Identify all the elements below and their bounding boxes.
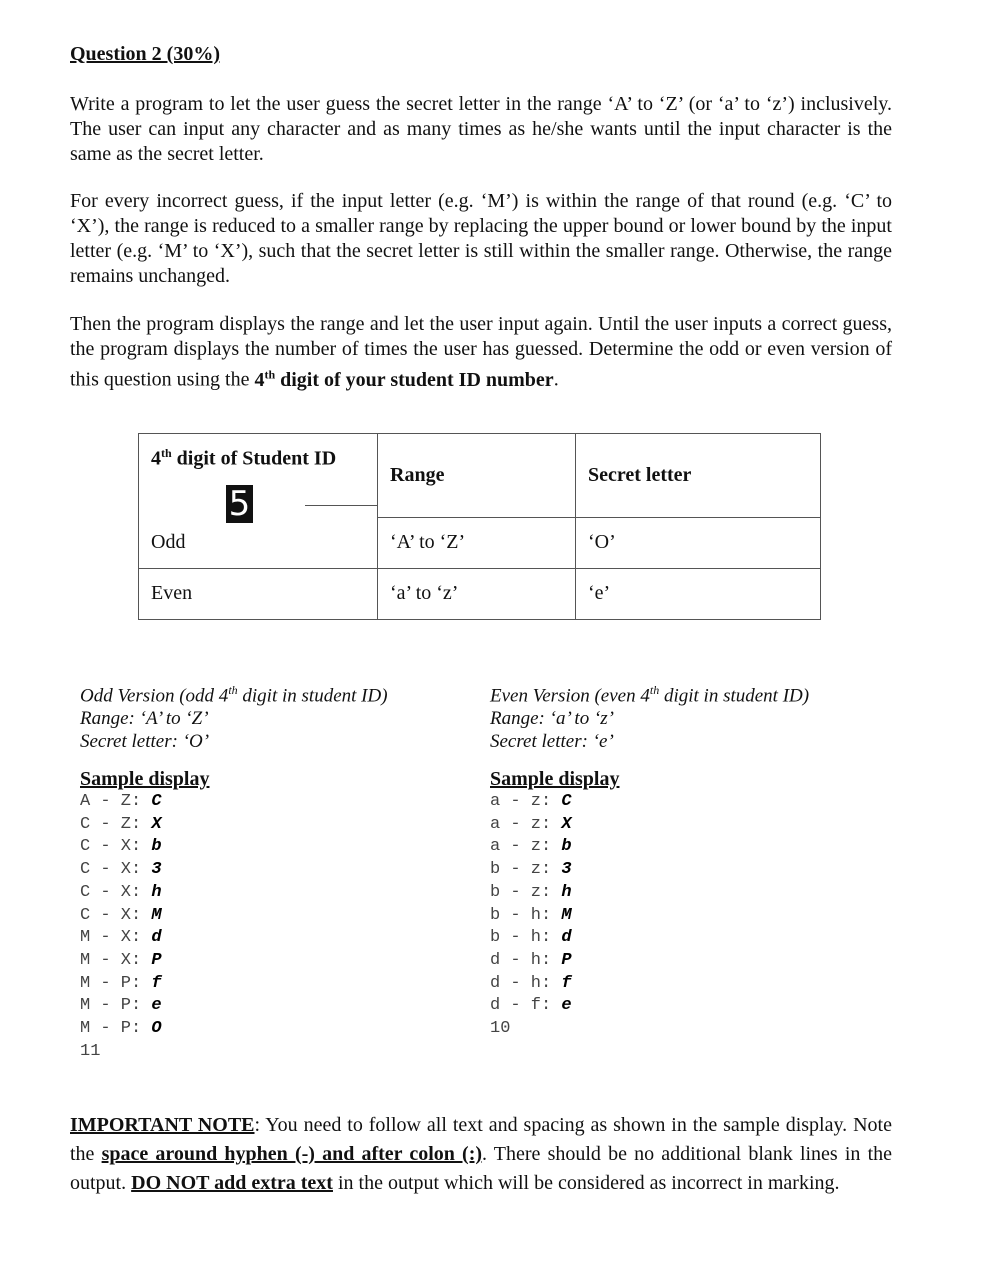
range-text: C - X: (80, 905, 152, 925)
user-input: 3 (151, 860, 162, 880)
odd-sample (80, 768, 209, 1063)
output-line (490, 836, 619, 859)
table-row (139, 568, 821, 619)
range-text: A - Z: (80, 792, 152, 811)
user-input: f (561, 973, 572, 993)
range-text: M - X: (80, 928, 152, 948)
user-input: h (151, 882, 162, 902)
odd-range: Range: ‘A’ to ‘Z’ (80, 708, 209, 730)
cell-secret: ‘e’ (576, 568, 821, 619)
output-line (80, 905, 209, 928)
odd-heading: Odd Version (odd 4th digit in student ID) (80, 683, 388, 707)
range-text: M - P: (80, 996, 152, 1016)
cell-range: ‘A’ to ‘Z’ (378, 517, 576, 568)
range-text: b - h: (490, 928, 562, 948)
output-line (80, 927, 209, 950)
range-text: a - z: (490, 837, 562, 857)
user-input: O (151, 1019, 162, 1039)
user-input: C (151, 792, 162, 811)
important-note: IMPORTANT NOTE: You need to follow all text and spacing as shown in the sample display. Note the space around hyphen (-) and after colon (:). There should be no additional blank lines in the output. DO NOT add extra text in the output which will be considered as incorrect in marking. (70, 1114, 893, 1194)
user-input: b (561, 837, 572, 857)
question-title: Question 2 (30%) (70, 43, 220, 65)
output-line (80, 791, 209, 814)
output-line (80, 973, 209, 996)
user-input: X (561, 814, 572, 834)
user-input: X (151, 814, 162, 834)
output-line (490, 882, 619, 905)
user-input: C (561, 792, 572, 811)
user-input: 3 (561, 860, 572, 880)
user-input: e (561, 996, 572, 1016)
guess-count: 11 (80, 1041, 101, 1061)
user-input: M (561, 905, 572, 925)
cell-secret: ‘O’ (576, 517, 821, 568)
output-line (490, 927, 619, 950)
output-line (490, 791, 619, 814)
range-text: d - h: (490, 950, 562, 970)
handwritten-digit: 5 (226, 485, 253, 523)
cell-range: ‘a’ to ‘z’ (378, 568, 576, 619)
output-line (80, 836, 209, 859)
even-secret: Secret letter: ‘e’ (490, 731, 614, 753)
output-line (80, 995, 209, 1018)
range-text: d - f: (490, 996, 562, 1016)
output-line (490, 995, 619, 1018)
header-range: Range (378, 434, 576, 518)
range-text: C - X: (80, 860, 152, 880)
range-text: M - P: (80, 973, 152, 993)
output-line (80, 950, 209, 973)
sample-label: Sample display (80, 768, 210, 790)
output-line (80, 859, 209, 882)
output-line (80, 1018, 209, 1041)
user-input: f (151, 973, 162, 993)
range-text: C - Z: (80, 814, 152, 834)
user-input: M (151, 905, 162, 925)
odd-secret: Secret letter: ‘O’ (80, 731, 210, 753)
output-line (490, 973, 619, 996)
range-text: M - P: (80, 1019, 152, 1039)
user-input: e (151, 996, 162, 1016)
sample-output (80, 791, 209, 1063)
partial-divider (305, 505, 378, 506)
range-text: a - z: (490, 792, 562, 811)
range-text: b - z: (490, 882, 562, 902)
header-secret: Secret letter (576, 434, 821, 518)
user-input: d (151, 928, 162, 948)
range-text: d - h: (490, 973, 562, 993)
table-row (139, 517, 821, 568)
paragraph-intro: Write a program to let the user guess the secret letter in the range ‘A’ to ‘Z’ (or ‘a’ to ‘z’) inclusively. The user can input any character and as many times as he/she wants until the input character is the same as the secret letter. (70, 93, 892, 165)
user-input: P (561, 950, 572, 970)
header-digit: 4th digit of Student ID (139, 434, 378, 518)
even-version-info (490, 679, 809, 753)
output-line (80, 882, 209, 905)
output-line (80, 814, 209, 837)
user-input: P (151, 950, 162, 970)
range-text: M - X: (80, 950, 152, 970)
sample-output (490, 791, 619, 1041)
user-input: b (151, 837, 162, 857)
output-line (490, 905, 619, 928)
user-input: h (561, 882, 572, 902)
paragraph-rules: For every incorrect guess, if the input letter (e.g. ‘M’) is within the range of that round (e.g. ‘C’ to ‘X’), the range is reduced to a smaller range by replacing the upper bound or lower bound by the input letter (e.g. ‘M’ to ‘X’), such that the secret letter is still within the smaller range. Otherwise, the range remains unchanged. (70, 190, 892, 287)
cell-digit: Even (139, 568, 378, 619)
odd-version-info (80, 679, 388, 753)
output-line (490, 859, 619, 882)
paragraph-version: Then the program displays the range and let the user input again. Until the user inputs a correct guess, the program displays the number of times the user has guessed. Determine the odd or even version of this question using the 4th digit of your student ID number. (70, 313, 892, 391)
range-text: b - h: (490, 905, 562, 925)
even-heading: Even Version (even 4th digit in student ID) (490, 683, 810, 707)
range-text: C - X: (80, 837, 152, 857)
user-input: d (561, 928, 572, 948)
even-range: Range: ‘a’ to ‘z’ (490, 708, 614, 730)
cell-digit: Odd (139, 517, 378, 568)
range-text: b - z: (490, 860, 562, 880)
output-line (490, 814, 619, 837)
range-text: C - X: (80, 882, 152, 902)
sample-label: Sample display (490, 768, 620, 790)
output-line (490, 950, 619, 973)
guess-count: 10 (490, 1019, 511, 1039)
version-table (138, 433, 821, 620)
even-sample (490, 768, 619, 1041)
range-text: a - z: (490, 814, 562, 834)
